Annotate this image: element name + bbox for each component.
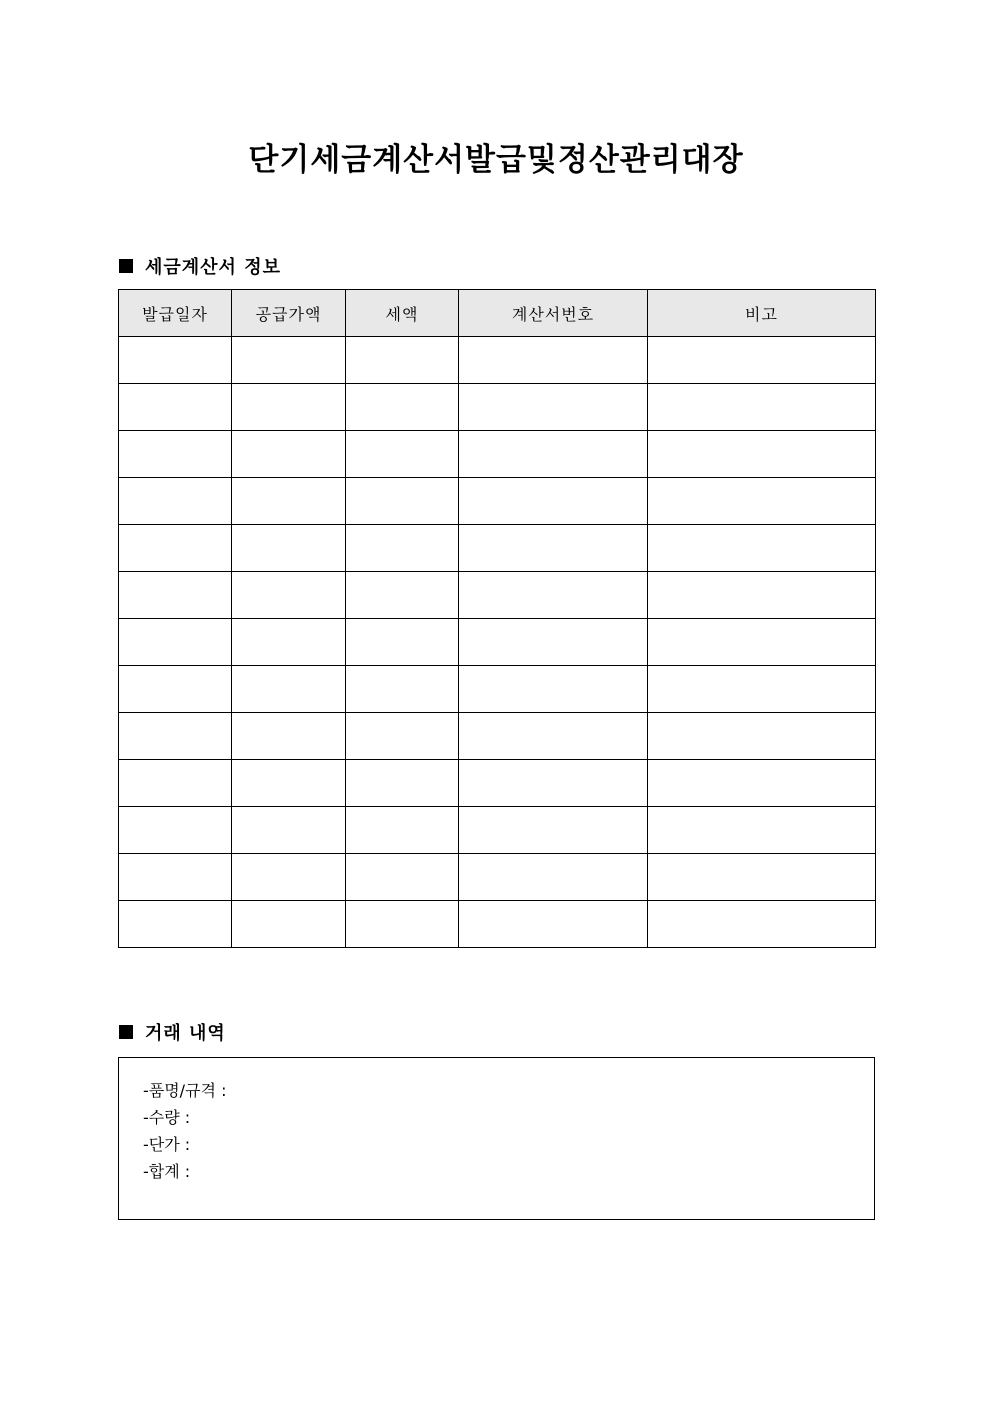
cell-supply-amount[interactable]	[232, 666, 346, 713]
cell-invoice-number[interactable]	[459, 713, 648, 760]
column-header-issue-date: 발급일자	[119, 290, 232, 337]
square-bullet-icon	[119, 1025, 133, 1039]
cell-invoice-number[interactable]	[459, 901, 648, 948]
cell-issue-date[interactable]	[119, 572, 232, 619]
cell-remarks[interactable]	[648, 619, 876, 666]
table-row	[119, 807, 876, 854]
cell-supply-amount[interactable]	[232, 854, 346, 901]
table-row	[119, 901, 876, 948]
cell-tax-amount[interactable]	[346, 478, 459, 525]
cell-issue-date[interactable]	[119, 478, 232, 525]
cell-supply-amount[interactable]	[232, 901, 346, 948]
cell-invoice-number[interactable]	[459, 854, 648, 901]
cell-invoice-number[interactable]	[459, 666, 648, 713]
cell-issue-date[interactable]	[119, 807, 232, 854]
cell-tax-amount[interactable]	[346, 384, 459, 431]
cell-invoice-number[interactable]	[459, 619, 648, 666]
cell-issue-date[interactable]	[119, 619, 232, 666]
cell-issue-date[interactable]	[119, 525, 232, 572]
cell-supply-amount[interactable]	[232, 572, 346, 619]
detail-total: -합계 :	[143, 1162, 191, 1181]
cell-tax-amount[interactable]	[346, 666, 459, 713]
cell-issue-date[interactable]	[119, 384, 232, 431]
cell-supply-amount[interactable]	[232, 525, 346, 572]
cell-remarks[interactable]	[648, 337, 876, 384]
cell-remarks[interactable]	[648, 478, 876, 525]
table-row	[119, 431, 876, 478]
cell-tax-amount[interactable]	[346, 572, 459, 619]
cell-invoice-number[interactable]	[459, 525, 648, 572]
section-heading-label: 세금계산서 정보	[145, 257, 281, 278]
cell-remarks[interactable]	[648, 572, 876, 619]
detail-quantity: -수량 :	[143, 1108, 191, 1127]
cell-remarks[interactable]	[648, 713, 876, 760]
cell-invoice-number[interactable]	[459, 384, 648, 431]
cell-supply-amount[interactable]	[232, 619, 346, 666]
cell-invoice-number[interactable]	[459, 807, 648, 854]
cell-tax-amount[interactable]	[346, 337, 459, 384]
cell-issue-date[interactable]	[119, 666, 232, 713]
table-row	[119, 478, 876, 525]
table-row	[119, 384, 876, 431]
table-header-row	[119, 290, 876, 337]
cell-remarks[interactable]	[648, 760, 876, 807]
cell-invoice-number[interactable]	[459, 337, 648, 384]
cell-invoice-number[interactable]	[459, 760, 648, 807]
cell-tax-amount[interactable]	[346, 760, 459, 807]
cell-tax-amount[interactable]	[346, 854, 459, 901]
cell-issue-date[interactable]	[119, 854, 232, 901]
table-row	[119, 666, 876, 713]
cell-remarks[interactable]	[648, 525, 876, 572]
cell-issue-date[interactable]	[119, 337, 232, 384]
cell-remarks[interactable]	[648, 431, 876, 478]
cell-tax-amount[interactable]	[346, 431, 459, 478]
table-row	[119, 760, 876, 807]
section-heading-invoice-info	[119, 253, 281, 279]
cell-supply-amount[interactable]	[232, 807, 346, 854]
cell-tax-amount[interactable]	[346, 525, 459, 572]
section-heading-label: 거래 내역	[145, 1023, 226, 1044]
detail-item-name-spec: -품명/규격 :	[143, 1081, 227, 1100]
cell-tax-amount[interactable]	[346, 807, 459, 854]
transaction-details-box	[118, 1057, 875, 1220]
column-header-remarks: 비고	[648, 290, 876, 337]
detail-unit-price: -단가 :	[143, 1135, 191, 1154]
cell-supply-amount[interactable]	[232, 384, 346, 431]
cell-supply-amount[interactable]	[232, 713, 346, 760]
cell-remarks[interactable]	[648, 854, 876, 901]
cell-supply-amount[interactable]	[232, 760, 346, 807]
cell-remarks[interactable]	[648, 807, 876, 854]
document-title: 단기세금계산서발급및정산관리대장	[248, 142, 744, 178]
cell-supply-amount[interactable]	[232, 478, 346, 525]
section-heading-transaction	[119, 1019, 226, 1045]
cell-tax-amount[interactable]	[346, 901, 459, 948]
cell-issue-date[interactable]	[119, 713, 232, 760]
table-row	[119, 619, 876, 666]
table-row	[119, 337, 876, 384]
cell-remarks[interactable]	[648, 901, 876, 948]
table-row	[119, 713, 876, 760]
cell-remarks[interactable]	[648, 666, 876, 713]
square-bullet-icon	[119, 259, 133, 273]
cell-tax-amount[interactable]	[346, 713, 459, 760]
table-row	[119, 525, 876, 572]
table-row	[119, 572, 876, 619]
cell-supply-amount[interactable]	[232, 337, 346, 384]
table-row	[119, 854, 876, 901]
cell-invoice-number[interactable]	[459, 572, 648, 619]
cell-invoice-number[interactable]	[459, 478, 648, 525]
invoice-table	[118, 289, 876, 948]
cell-invoice-number[interactable]	[459, 431, 648, 478]
column-header-tax-amount: 세액	[346, 290, 459, 337]
column-header-invoice-number: 계산서번호	[459, 290, 648, 337]
cell-issue-date[interactable]	[119, 901, 232, 948]
cell-remarks[interactable]	[648, 384, 876, 431]
cell-issue-date[interactable]	[119, 760, 232, 807]
column-header-supply-amount: 공급가액	[232, 290, 346, 337]
cell-tax-amount[interactable]	[346, 619, 459, 666]
cell-issue-date[interactable]	[119, 431, 232, 478]
cell-supply-amount[interactable]	[232, 431, 346, 478]
